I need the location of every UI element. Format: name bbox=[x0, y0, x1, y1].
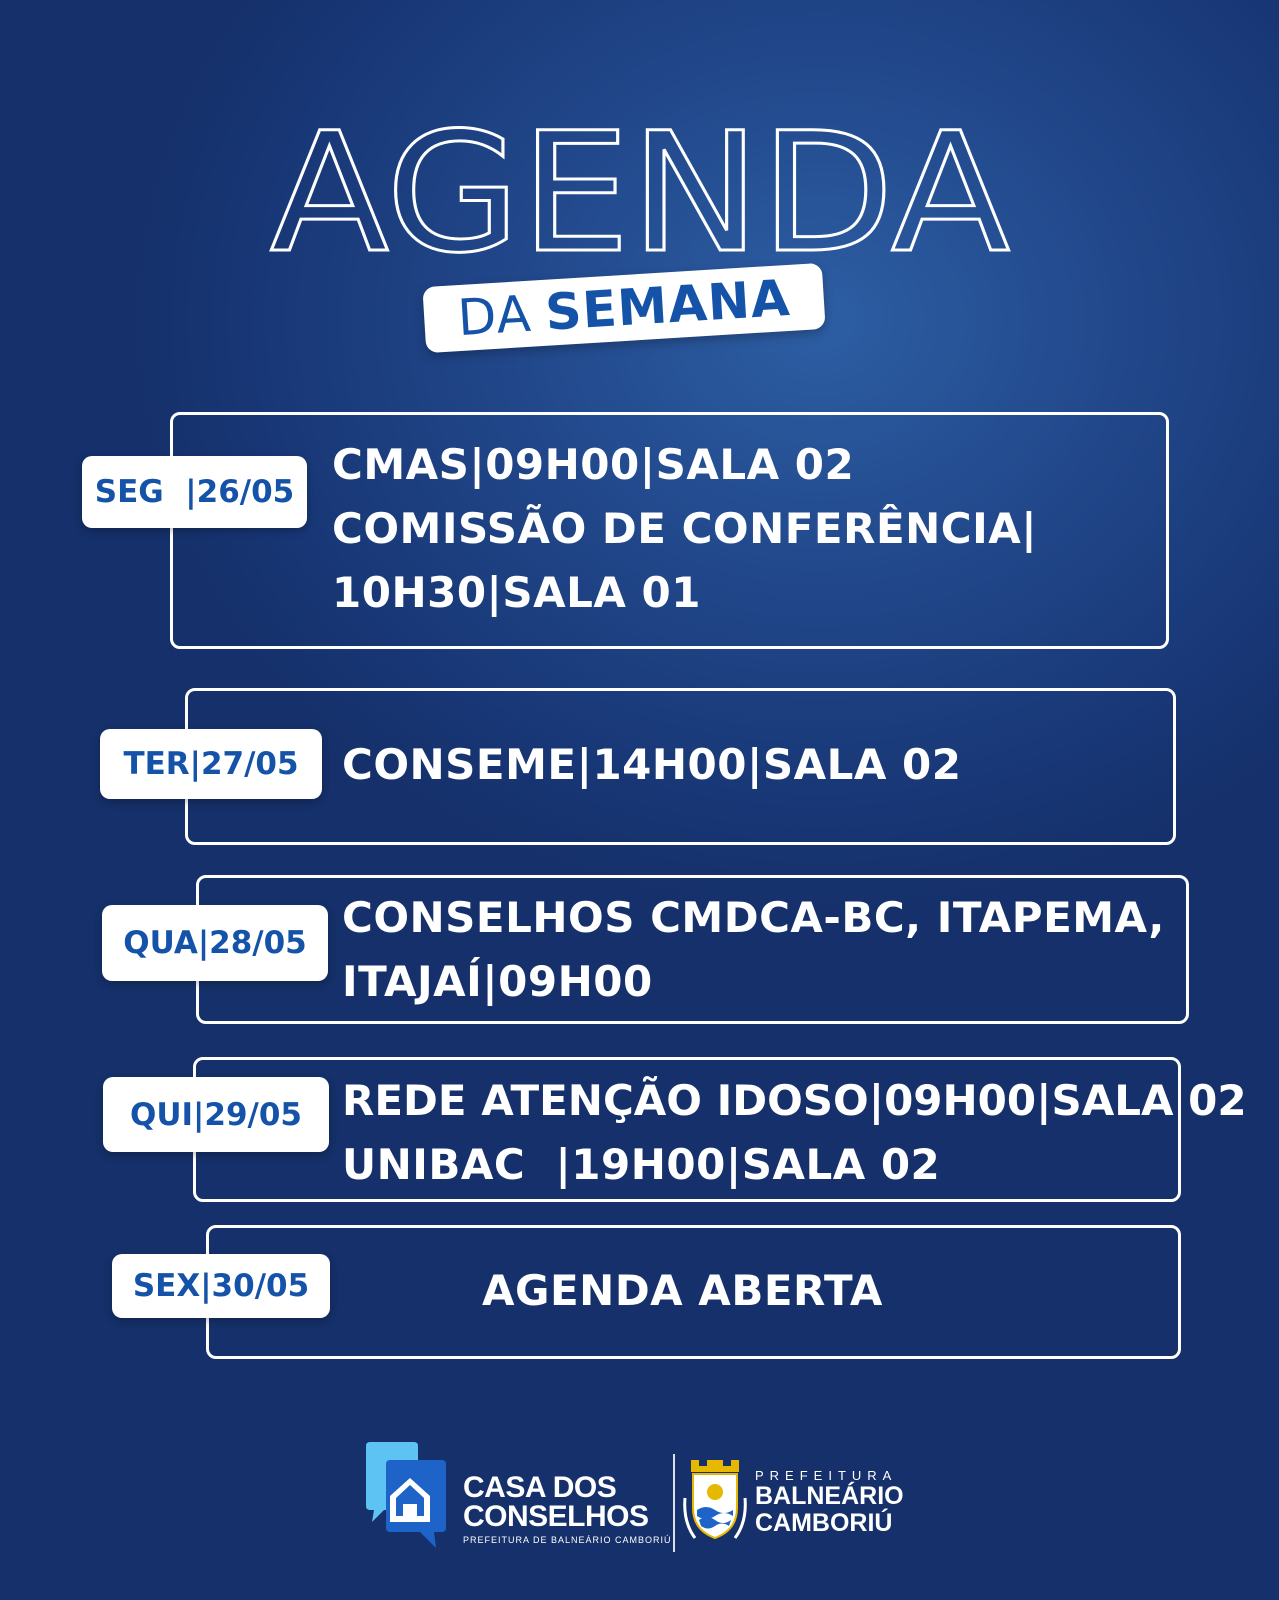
event-line: AGENDA ABERTA bbox=[482, 1266, 883, 1315]
schedule-event-wed bbox=[342, 886, 1165, 1014]
event-line: ITAJAÍ|09H00 bbox=[342, 957, 653, 1006]
event-line: UNIBAC |19H00|SALA 02 bbox=[342, 1140, 941, 1189]
event-line: CONSEME|14H00|SALA 02 bbox=[342, 740, 962, 789]
day-badge-wed: QUA|28/05 bbox=[102, 905, 328, 981]
casa-line-1: CASA DOS bbox=[463, 1471, 617, 1504]
event-line: COMISSÃO DE CONFERÊNCIA| bbox=[332, 504, 1038, 553]
event-line: CMAS|09H00|SALA 02 bbox=[332, 440, 855, 489]
day-badge-tue: TER|27/05 bbox=[100, 729, 322, 799]
week-label-bold: SEMANA bbox=[543, 268, 792, 342]
prefeitura-wordmark bbox=[755, 1468, 904, 1537]
agenda-title bbox=[240, 100, 1040, 280]
prefeitura-label: PREFEITURA bbox=[755, 1468, 898, 1483]
week-label-light: DA bbox=[456, 284, 534, 348]
day-badge-mon: SEG |26/05 bbox=[82, 456, 307, 528]
city-name-line-1: BALNEÁRIO bbox=[755, 1482, 904, 1510]
casa-line-2: CONSELHOS bbox=[463, 1499, 649, 1533]
city-crest-icon bbox=[683, 1458, 747, 1544]
agenda-title-text: AGENDA bbox=[270, 100, 1010, 280]
schedule-event-mon bbox=[332, 433, 1037, 625]
logo-divider bbox=[673, 1454, 675, 1552]
day-badge-fri: SEX|30/05 bbox=[112, 1254, 330, 1318]
casa-subtitle: PREFEITURA DE BALNEÁRIO CAMBORIÚ bbox=[463, 1535, 672, 1545]
event-line: 10H30|SALA 01 bbox=[332, 568, 701, 617]
footer-logos bbox=[0, 1440, 1279, 1570]
house-chat-logo-icon bbox=[362, 1440, 452, 1552]
day-badge-thu: QUI|29/05 bbox=[103, 1077, 329, 1152]
schedule-event-fri bbox=[482, 1259, 883, 1323]
event-line: CONSELHOS CMDCA-BC, ITAPEMA, bbox=[342, 893, 1165, 942]
casa-dos-conselhos-wordmark bbox=[463, 1471, 672, 1545]
event-line: REDE ATENÇÃO IDOSO|09H00|SALA 02 bbox=[342, 1076, 1247, 1125]
schedule-event-tue bbox=[342, 733, 961, 797]
city-name-line-2: CAMBORIÚ bbox=[755, 1509, 893, 1537]
schedule-event-thu bbox=[342, 1069, 1247, 1197]
